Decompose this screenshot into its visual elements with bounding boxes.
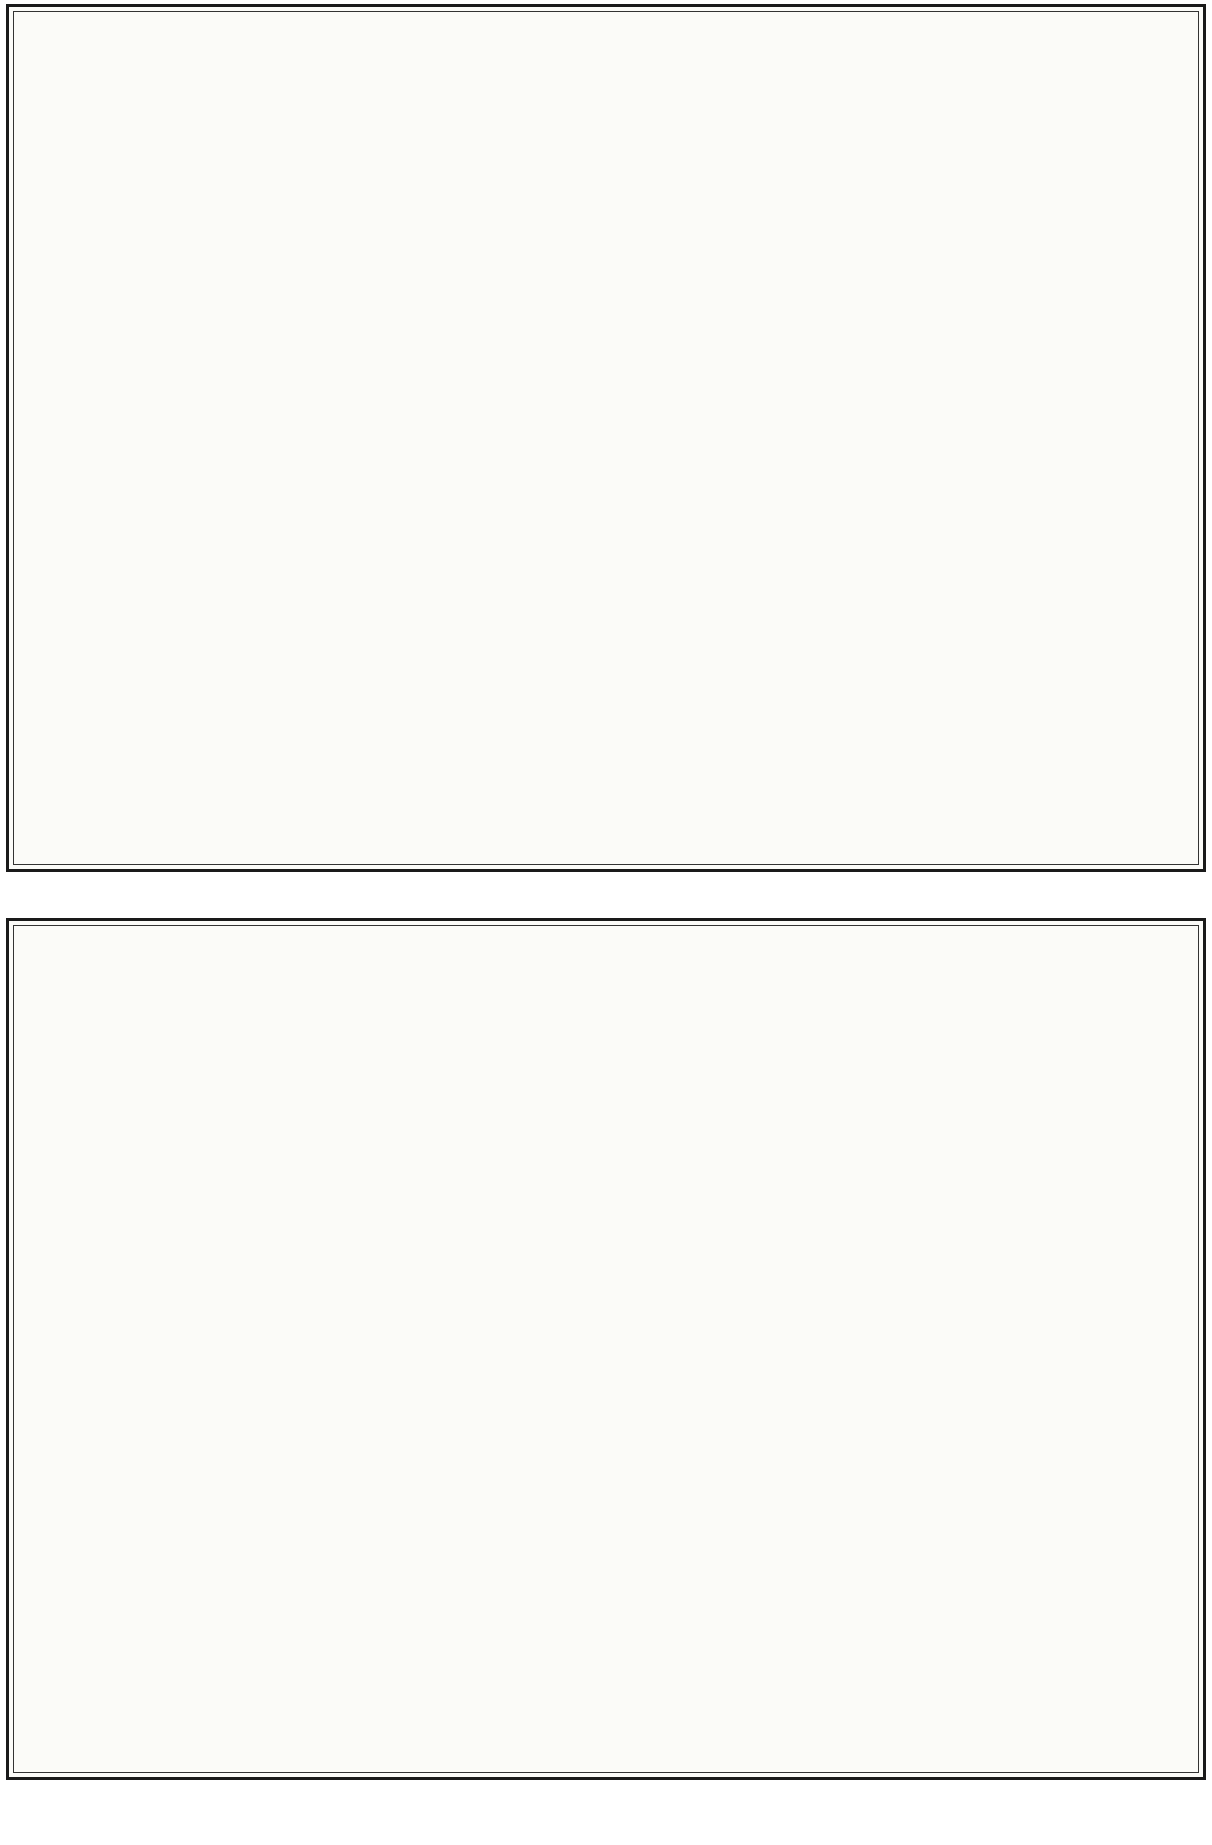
bottom-page-panel [6,918,1206,1780]
bottom-columns [15,927,1197,1771]
top-page-panel [6,4,1206,872]
top-columns [15,13,1197,863]
